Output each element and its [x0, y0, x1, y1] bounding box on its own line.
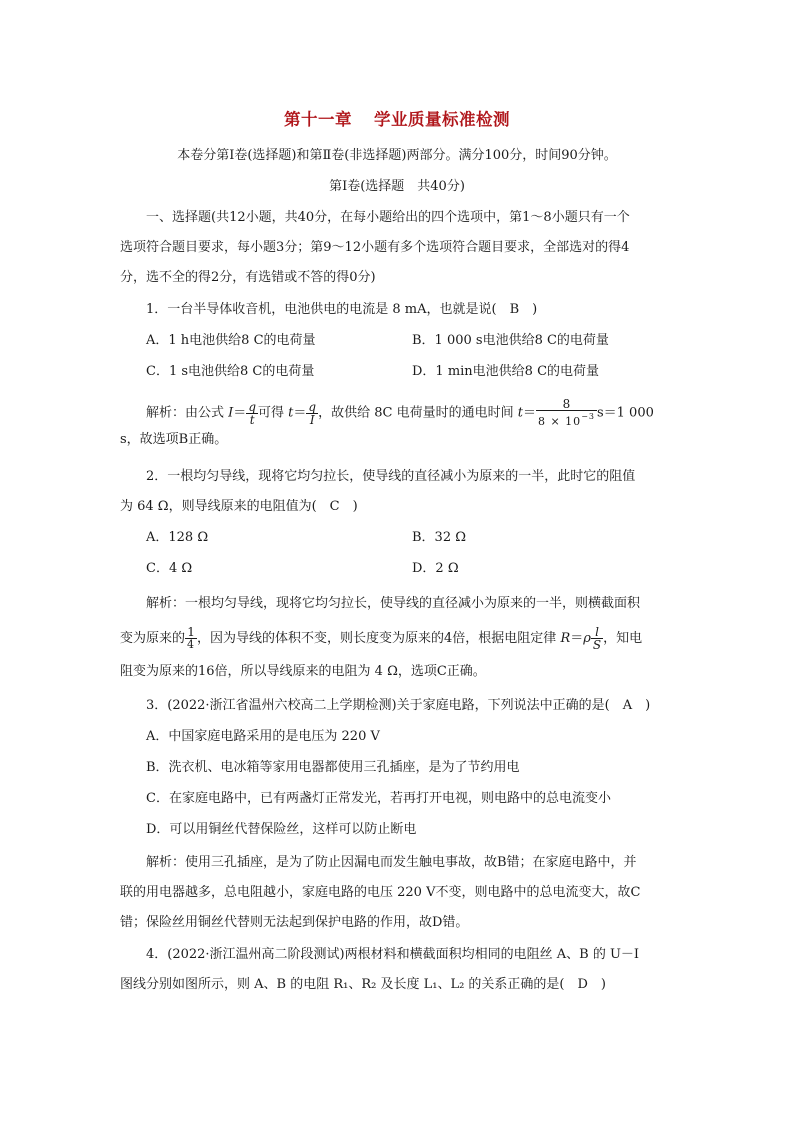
formula-t: t	[517, 405, 523, 421]
q3-explanation-line: 联的用电器越多，总电阻越小，家庭电路的电压 220 V不变，则电路中的总电流变大，故C	[120, 885, 641, 900]
q1-option-a: A．1 h电池供给8 C的电荷量	[146, 333, 316, 348]
intro-text: 本卷分第Ⅰ卷(选择题)和第Ⅱ卷(非选择题)两部分。满分100分，时间90分钟。	[177, 148, 617, 163]
fraction-q-over-i: $\frac{q}{I}$	[308, 399, 317, 427]
question-2-stem: 为 64 Ω，则导线原来的电阻值为( C )	[120, 499, 358, 514]
q2-expl-text: ，知电	[603, 631, 643, 646]
fraction-exponent: −3	[581, 412, 595, 421]
section-title: 第Ⅰ卷(选择题 共40分)	[329, 179, 465, 194]
q2-option-c: C．4 Ω	[146, 561, 193, 576]
q2-explanation-line: 变为原来的 $\frac{1}{4}$ ，因为导线的体积不变，则长度变为原来的4倍，根据电阻定律 R＝ρ $\frac{l}{S}$ ，知电	[120, 625, 643, 652]
chapter-label: 第十一章	[284, 110, 352, 129]
q1-expl-text: 可得	[258, 405, 285, 421]
q2-explanation-line: 解析：一根均匀导线，现将它均匀拉长，使导线的直径减小为原来的一半，则横截面积	[146, 596, 641, 611]
q1-option-d: D．1 min电池供给8 C的电荷量	[412, 364, 600, 379]
q2-expl-text: ，因为导线的体积不变，则长度变为原来的4倍，根据电阻定律	[197, 631, 557, 646]
q3-option-c: C．在家庭电路中，已有两盏灯正常发光，若再打开电视，则电路中的总电流变小	[146, 791, 611, 806]
q1-option-b: B．1 000 s电池供给8 C的电荷量	[412, 333, 609, 348]
page-title	[0, 106, 794, 130]
fraction-time	[536, 398, 597, 428]
q1-option-c: C．1 s电池供给8 C的电荷量	[146, 364, 315, 379]
fraction-one-quarter: $\frac{1}{4}$	[187, 625, 196, 651]
formula-rho: ρ	[583, 631, 591, 646]
fraction-numerator: 8	[536, 398, 597, 411]
formula-i: I	[228, 405, 234, 421]
q2-option-a: A．128 Ω	[146, 530, 209, 545]
q2-expl-text: 变为原来的	[120, 631, 186, 646]
formula-t: t	[288, 405, 294, 421]
question-2-stem: 2．一根均匀导线，现将它均匀拉长，使导线的直径减小为原来的一半，此时它的阻值	[146, 469, 636, 484]
q1-expl-text: s＝1 000	[596, 405, 654, 421]
instruction-line: 选项符合题目要求，每小题3分；第9～12小题有多个选项符合题目要求，全部选对的得4	[120, 240, 630, 255]
q2-option-d: D．2 Ω	[412, 561, 459, 576]
q3-option-d: D．可以用铜丝代替保险丝，这样可以防止断电	[146, 822, 417, 837]
q3-option-a: A．中国家庭电路采用的是电压为 220 V	[146, 729, 380, 744]
instruction-line: 分，选不全的得2分，有选错或不答的得0分)	[120, 270, 376, 285]
question-1-stem: 1．一台半导体收音机，电池供电的电流是 8 mA，也就是说( B )	[146, 302, 538, 317]
formula-r: R	[560, 631, 571, 646]
fraction-q-over-t: $\frac{q}{t}$	[248, 399, 256, 427]
q1-explanation-line: s，故选项B正确。	[120, 432, 228, 447]
question-4-stem: 图线分别如图所示，则 A、B 的电阻 R₁、R₂ 及长度 L₁、L₂ 的关系正确的是( D )	[120, 977, 606, 992]
q3-explanation-line: 解析：使用三孔插座，是为了防止因漏电而发生触电事故，故B错；在家庭电路中，并	[146, 855, 637, 870]
q1-explanation-line: 解析：由公式 I＝ $\frac{q}{t}$ 可得 t＝ $\frac{q}{I}$ ，故供给 8C 电荷量时的通电时间 t＝ $\frac{8}{8 \times 10^{-3}}$ s＝1 000	[146, 397, 654, 428]
q3-explanation-line: 错；保险丝用铜丝代替则无法起到保护电路的作用，故D错。	[120, 915, 469, 930]
fraction-l-over-s: $\frac{l}{S}$	[592, 625, 602, 652]
question-3-stem: 3．(2022·浙江省温州六校高二上学期检测)关于家庭电路，下列说法中正确的是( A )	[146, 698, 651, 713]
q2-option-b: B．32 Ω	[412, 530, 467, 545]
instruction-line: 一、选择题(共12小题，共40分，在每小题给出的四个选项中，第1～8小题只有一个	[146, 210, 630, 225]
q3-option-b: B．洗衣机、电冰箱等家用电器都使用三孔插座，是为了节约用电	[146, 760, 520, 775]
fraction-denominator: 8 × 10	[537, 415, 582, 428]
question-4-stem: 4．(2022·浙江温州高二阶段测试)两根材料和横截面积均相同的电阻丝 A、B 的 U－I	[146, 947, 640, 962]
title-subject: 学业质量标准检测	[374, 110, 510, 129]
q1-expl-text: ，故供给 8C 电荷量时的通电时间	[318, 405, 514, 421]
q1-expl-text: 解析：由公式	[146, 405, 225, 421]
q2-explanation-line: 阻变为原来的16倍，所以导线原来的电阻为 4 Ω，选项C正确。	[120, 664, 486, 679]
